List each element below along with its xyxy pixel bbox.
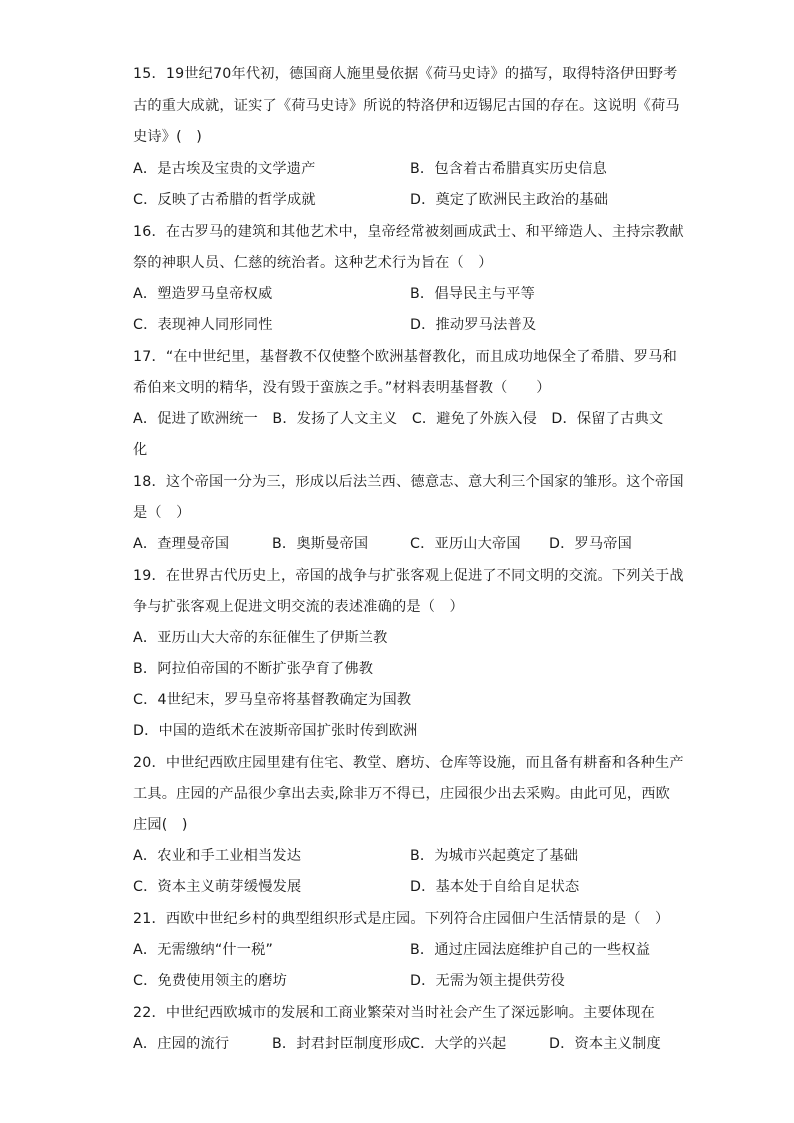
q18-option-c[interactable]: C．亚历山大帝国	[410, 536, 521, 552]
q22-option-d[interactable]: D．资本主义制度	[549, 1036, 661, 1052]
q22-stem-line-1: 22．中世纪西欧城市的发展和工商业繁荣对当时社会产生了深远影响。主要体现在	[133, 1005, 656, 1021]
q22-option-c[interactable]: C．大学的兴起	[410, 1036, 507, 1052]
q15-stem-line-2: 古的重大成就，证实了《荷马史诗》所说的特洛伊和迈锡尼古国的存在。这说明《荷马	[133, 98, 680, 114]
q21-option-a[interactable]: A．无需缴纳“什一税”	[133, 942, 274, 958]
q19-stem-line-1: 19．在世界古代历史上，帝国的战争与扩张客观上促进了不同文明的交流。下列关于战	[133, 568, 684, 584]
q19-option-a[interactable]: A．亚历山大大帝的东征催生了伊斯兰教	[133, 630, 388, 646]
q22-option-b[interactable]: B．封君封臣制度形成	[272, 1036, 412, 1052]
q18-option-d[interactable]: D．罗马帝国	[549, 536, 633, 552]
q22-option-a[interactable]: A．庄园的流行	[133, 1036, 230, 1052]
q16-option-a[interactable]: A．塑造罗马皇帝权威	[133, 286, 273, 302]
q21-option-b[interactable]: B．通过庄园法庭维护自己的一些权益	[410, 942, 651, 958]
q16-option-b[interactable]: B．倡导民主与平等	[410, 286, 536, 302]
q21-option-d[interactable]: D．无需为领主提供劳役	[410, 973, 566, 989]
q19-option-c[interactable]: C．4世纪末，罗马皇帝将基督教确定为国教	[133, 692, 412, 708]
q15-option-c[interactable]: C．反映了古希腊的哲学成就	[133, 192, 316, 208]
q20-stem-line-2: 工具。庄园的产品很少拿出去卖,除非万不得已，庄园很少出去采购。由此可见，西欧	[133, 786, 671, 802]
q16-option-c[interactable]: C．表现神人同形同性	[133, 317, 273, 333]
q21-stem-line-1: 21．西欧中世纪乡村的典型组织形式是庄园。下列符合庄园佃户生活情景的是（ ）	[133, 911, 670, 927]
q16-option-d[interactable]: D．推动罗马法普及	[410, 317, 537, 333]
q21-option-c[interactable]: C．免费使用领主的磨坊	[133, 973, 287, 989]
q17-options-line[interactable]: A．促进了欧洲统一 B．发扬了人文主义 C．避免了外族入侵 D．保留了古典文	[133, 411, 664, 427]
q20-stem-line-1: 20．中世纪西欧庄园里建有住宅、教堂、磨坊、仓库等设施，而且备有耕畜和各种生产	[133, 755, 684, 771]
q16-stem-line-2: 祭的神职人员、仁慈的统治者。这种艺术行为旨在（ ）	[133, 255, 493, 271]
q16-stem-line-1: 16．在古罗马的建筑和其他艺术中，皇帝经常被刻画成武士、和平缔造人、主持宗教献	[133, 224, 684, 240]
q18-option-a[interactable]: A．查理曼帝国	[133, 536, 230, 552]
q18-option-b[interactable]: B．奥斯曼帝国	[272, 536, 369, 552]
q15-stem-line-3: 史诗》( )	[133, 129, 203, 145]
q20-option-b[interactable]: B．为城市兴起奠定了基础	[410, 848, 579, 864]
q19-option-d[interactable]: D．中国的造纸术在波斯帝国扩张时传到欧洲	[133, 723, 418, 739]
q15-option-a[interactable]: A．是古埃及宝贵的文学遗产	[133, 161, 316, 177]
q17-stem-line-1: 17．“在中世纪里，基督教不仅使整个欧洲基督教化，而且成功地保全了希腊、罗马和	[133, 349, 677, 365]
q19-stem-line-2: 争与扩张客观上促进文明交流的表述准确的是（ ）	[133, 599, 464, 615]
q18-stem-line-2: 是（ ）	[133, 505, 191, 521]
q20-stem-line-3: 庄园( )	[133, 817, 188, 833]
q15-stem-line-1: 15．19世纪70年代初，德国商人施里曼依据《荷马史诗》的描写，取得特洛伊田野考	[133, 66, 678, 82]
q17-stem-line-2: 希伯来文明的精华，没有毁于蛮族之手。”材料表明基督教（ ）	[133, 380, 551, 396]
q20-option-d[interactable]: D．基本处于自给自足状态	[410, 879, 580, 895]
q17-options-wrap: 化	[133, 442, 148, 458]
q20-option-a[interactable]: A．农业和手工业相当发达	[133, 848, 302, 864]
q19-option-b[interactable]: B．阿拉伯帝国的不断扩张孕育了佛教	[133, 661, 374, 677]
q18-stem-line-1: 18．这个帝国一分为三，形成以后法兰西、德意志、意大利三个国家的雏形。这个帝国	[133, 474, 684, 490]
q15-option-d[interactable]: D．奠定了欧洲民主政治的基础	[410, 192, 609, 208]
q15-option-b[interactable]: B．包含着古希腊真实历史信息	[410, 161, 607, 177]
q20-option-c[interactable]: C．资本主义萌芽缓慢发展	[133, 879, 302, 895]
